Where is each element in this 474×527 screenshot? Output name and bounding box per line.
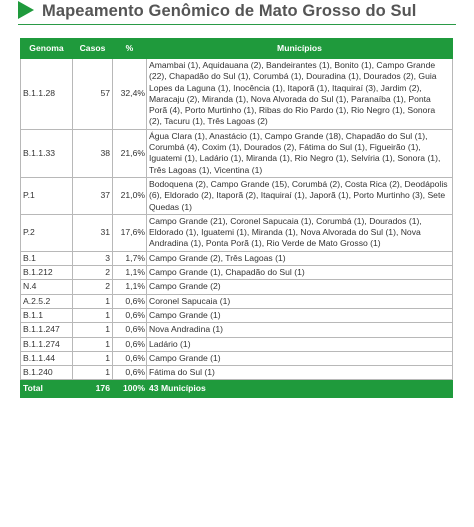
cell-genoma: B.1.212 — [21, 266, 73, 280]
cell-municipios: Campo Grande (1) — [147, 351, 453, 365]
cell-percent: 0,6% — [113, 351, 147, 365]
cell-percent: 0,6% — [113, 308, 147, 322]
title-underline — [18, 24, 456, 25]
cell-municipios: Campo Grande (2), Três Lagoas (1) — [147, 251, 453, 265]
cell-municipios: Campo Grande (1) — [147, 308, 453, 322]
cell-casos: 1 — [73, 366, 113, 380]
cell-municipios: Campo Grande (2) — [147, 280, 453, 294]
table-row — [21, 323, 453, 337]
cell-genoma: N.4 — [21, 280, 73, 294]
cell-percent: 17,6% — [113, 214, 147, 251]
cell-percent: 1,1% — [113, 280, 147, 294]
cell-casos: 2 — [73, 280, 113, 294]
cell-genoma: B.1.1 — [21, 308, 73, 322]
cell-genoma: B.1.1.33 — [21, 129, 73, 177]
cell-municipios: Ladário (1) — [147, 337, 453, 351]
table-row — [21, 280, 453, 294]
cell-percent: 0,6% — [113, 294, 147, 308]
header-percent: % — [113, 39, 147, 59]
cell-genoma: B.1.1.28 — [21, 59, 73, 130]
cell-percent: 21,0% — [113, 177, 147, 214]
table-row — [21, 308, 453, 322]
title-row — [18, 0, 416, 22]
cell-municipios: Campo Grande (21), Coronel Sapucaia (1), Corumbá (1), Dourados (1), Eldorado (1), Iguatemi (1), Miranda (1), Nova Alvorada do Sul (1), Nova Andradina (1), Ponta Porã (1), Rio Verde de Mato Grosso (1) — [147, 214, 453, 251]
triangle-right-icon — [18, 1, 34, 19]
page-title: Mapeamento Genômico de Mato Grosso do Sul — [42, 1, 417, 20]
cell-casos: 2 — [73, 266, 113, 280]
cell-genoma: B.1.1.274 — [21, 337, 73, 351]
cell-municipios: Nova Andradina (1) — [147, 323, 453, 337]
header-row — [21, 39, 453, 59]
cell-casos: 57 — [73, 59, 113, 130]
total-percent: 100% — [113, 380, 147, 398]
table-row — [21, 337, 453, 351]
header-genoma: Genoma — [21, 39, 73, 59]
cell-percent: 0,6% — [113, 366, 147, 380]
cell-municipios: Campo Grande (1), Chapadão do Sul (1) — [147, 266, 453, 280]
cell-genoma: B.1.1.44 — [21, 351, 73, 365]
table-row — [21, 351, 453, 365]
cell-casos: 1 — [73, 323, 113, 337]
table-body — [21, 59, 453, 380]
cell-casos: 1 — [73, 294, 113, 308]
cell-genoma: A.2.5.2 — [21, 294, 73, 308]
table-row — [21, 59, 453, 130]
cell-percent: 0,6% — [113, 323, 147, 337]
cell-genoma: B.1.1.247 — [21, 323, 73, 337]
header-casos: Casos — [73, 39, 113, 59]
cell-casos: 31 — [73, 214, 113, 251]
cell-municipios: Água Clara (1), Anastácio (1), Campo Grande (18), Chapadão do Sul (1), Corumbá (4), Coxim (1), Dourados (2), Fátima do Sul (1), Figueirão (1), Iguatemi (1), Ladário (1), Miranda (1), Rio Negro (1), Selvíria (1), Sonora (1), Três Lagoas (1), Vicentina (1) — [147, 129, 453, 177]
header-municipios: Municípios — [147, 39, 453, 59]
cell-casos: 1 — [73, 337, 113, 351]
cell-genoma: P.1 — [21, 177, 73, 214]
cell-municipios: Coronel Sapucaia (1) — [147, 294, 453, 308]
cell-casos: 1 — [73, 351, 113, 365]
table-row — [21, 214, 453, 251]
cell-percent: 1,7% — [113, 251, 147, 265]
total-municipios: 43 Municípios — [147, 380, 453, 398]
cell-casos: 38 — [73, 129, 113, 177]
table-row — [21, 266, 453, 280]
table-footer — [21, 380, 453, 398]
cell-casos: 3 — [73, 251, 113, 265]
cell-percent: 21,6% — [113, 129, 147, 177]
table-row — [21, 129, 453, 177]
table-header — [21, 39, 453, 59]
cell-municipios: Amambai (1), Aquidauana (2), Bandeirantes (1), Bonito (1), Campo Grande (22), Chapadão do Sul (1), Corumbá (1), Douradina (1), Dourados (2), Guia Lopes da Laguna (1), Inocência (1), Itaporã (1), Itaquiraí (3), Jardim (2), Maracaju (2), Miranda (1), Nova Alvorada do Sul (1), Paranaíba (1), Ponta Porã (4), Porto Murtinho (1), Ribas do Rio Pardo (1), Rio Negro (1), Sonora (2), Tacuru (1), Três Lagoas (2) — [147, 59, 453, 130]
cell-municipios: Bodoquena (2), Campo Grande (15), Corumbá (2), Costa Rica (2), Deodápolis (6), Eldorado (2), Itaporã (2), Itaquiraí (1), Japorã (1), Porto Murtinho (3), Sete Quedas (1) — [147, 177, 453, 214]
total-label: Total — [21, 380, 73, 398]
total-casos: 176 — [73, 380, 113, 398]
table-row — [21, 366, 453, 380]
table-row — [21, 251, 453, 265]
cell-genoma: B.1 — [21, 251, 73, 265]
cell-percent: 1,1% — [113, 266, 147, 280]
cell-casos: 37 — [73, 177, 113, 214]
cell-percent: 32,4% — [113, 59, 147, 130]
cell-genoma: B.1.240 — [21, 366, 73, 380]
cell-casos: 1 — [73, 308, 113, 322]
cell-percent: 0,6% — [113, 337, 147, 351]
genome-table — [20, 38, 453, 398]
cell-municipios: Fátima do Sul (1) — [147, 366, 453, 380]
total-row — [21, 380, 453, 398]
table-row — [21, 294, 453, 308]
table-row — [21, 177, 453, 214]
cell-genoma: P.2 — [21, 214, 73, 251]
